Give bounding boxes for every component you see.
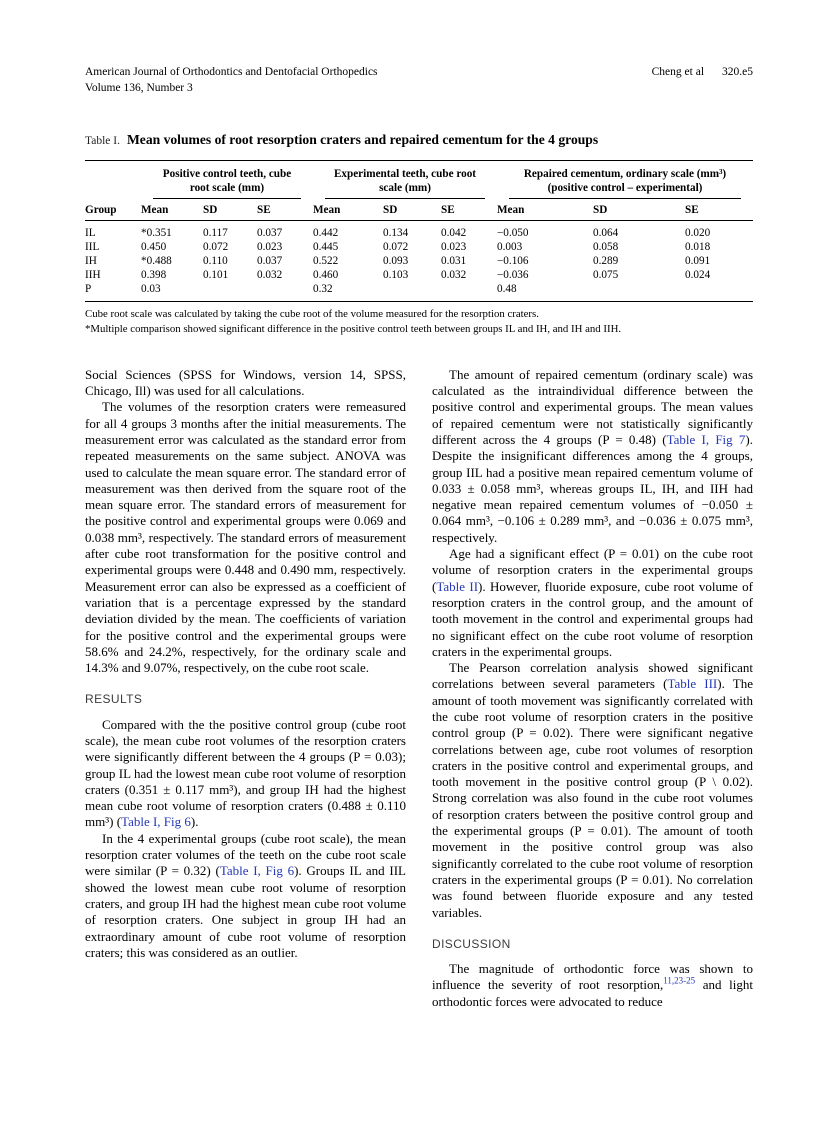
link-table-2[interactable]: Table II (436, 578, 479, 594)
table-cell: −0.106 (497, 254, 529, 267)
table-cell (685, 282, 753, 302)
left-column (85, 367, 406, 1010)
table-title: Mean volumes of root resorption craters and repaired cementum for the 4 groups (126, 132, 599, 148)
table-cell: 0.023 (257, 240, 283, 253)
table-row (85, 254, 753, 268)
col-header-se: SE (257, 199, 313, 221)
row-group-label: IIH (85, 268, 101, 281)
table-footnote-asterisk: *Multiple comparison showed significant difference in the positive control teeth between groups IL and IH, and IH and IIH. (85, 322, 622, 335)
table-footnote: Cube root scale was calculated by taking the cube root of the volume measured for the resorption craters. (85, 307, 539, 320)
row-group-label: IIL (85, 240, 100, 253)
text-run: ). (190, 814, 199, 830)
table-1 (85, 160, 753, 302)
table-cell (593, 282, 685, 302)
col-header-sd: SD (203, 199, 257, 221)
table-cell: −0.036 (497, 268, 529, 281)
table-cell: 0.460 (313, 268, 339, 281)
right-column (432, 367, 753, 1010)
table-label: Table I. (85, 135, 120, 148)
table-cell: 0.450 (141, 240, 167, 253)
colgroup-spacer (85, 160, 141, 199)
table-cell: 0.110 (203, 254, 228, 267)
table-cell: 0.289 (593, 254, 619, 267)
text-run: The Pearson correlation analysis showed significant correlations between several parameters ( (432, 660, 753, 692)
col-header-se: SE (441, 199, 497, 221)
table-cell: 0.117 (203, 226, 228, 239)
link-table-1-fig-6[interactable]: Table I, Fig 6 (121, 814, 191, 830)
text-run: In the 4 experimental groups (cube root scale), the mean resorption crater volumes of the teeth on the cube root scale were similar (P = 0.32) ( (85, 830, 406, 879)
volume-issue: Volume 136, Number 3 (85, 82, 193, 95)
text-run: ). Groups IL and IIL showed the lowest mean cube root volume of resorption craters, and group IH had the highest mean cube root volume of resorption craters. One subject in group IH had an extraordinary amount of cube root volume of resorption craters; this was considered as an outlier. (85, 863, 407, 960)
table-row (85, 282, 753, 302)
col-header-mean: Mean (141, 199, 203, 221)
col-header-mean: Mean (497, 199, 593, 221)
text-run: ). Despite the insignificant differences among the 4 groups, group IIL had a positive mean repaired cementum volume of 0.033 ± 0.058 mm³, whereas groups IL, IH, and IIH had negative mean repaired cementum volumes of −0.050 ± 0.064 mm³, −0.106 ± 0.289 mm³, and −0.036 ± 0.075 mm³, respectively. (432, 431, 753, 545)
paragraph (85, 717, 406, 831)
paragraph (432, 546, 753, 660)
colgroup-repaired-cementum: Repaired cementum, ordinary scale (mm³) (positive control – experimental) (497, 160, 753, 199)
running-head-left (85, 64, 378, 96)
link-table-1-fig-6[interactable]: Table I, Fig 6 (219, 863, 295, 879)
table-cell: *0.351 (141, 226, 172, 239)
table-caption (85, 130, 753, 151)
link-reference-11-23-25[interactable]: 11,23-25 (663, 976, 696, 987)
section-heading-discussion: DISCUSSION (432, 936, 511, 951)
table-row (85, 220, 753, 240)
text-run: The magnitude of orthodontic force was shown to influence the severity of root resorption, (432, 961, 753, 993)
colgroup-positive-control: Positive control teeth, cube root scale (mm) (141, 160, 313, 199)
row-group-label: IL (85, 226, 96, 239)
table-row (85, 268, 753, 282)
table-cell: 0.075 (593, 268, 619, 281)
journal-title: American Journal of Orthodontics and Dentofacial Orthopedics (85, 66, 378, 78)
text-run: Compared with the the positive control group (cube root scale), the mean cube root volumes of the resorption craters were significantly different between the 4 groups (P = 0.03); group IL had the lowest mean cube root volume of resorption craters (0.351 ± 0.117 mm³), and group IH had the highest mean cube root volume of resorption craters (0.488 ± 0.110 mm³) ( (85, 716, 406, 830)
link-table-1-fig-7[interactable]: Table I, Fig 7 (666, 431, 746, 447)
table-cell: 0.042 (441, 226, 467, 239)
table-cell: 0.072 (203, 240, 229, 253)
running-head-right (652, 64, 753, 80)
paragraph (85, 367, 406, 400)
table-colgroup-row (85, 160, 753, 199)
table-cell: 0.024 (685, 268, 711, 281)
col-header-sd: SD (593, 199, 685, 221)
text-run: ). However, fluoride exposure, cube root volume of resorption craters in the control group, and the amount of tooth movement in the control and experimental groups had no significant effect on the cube root volume of resorption craters in the experimental groups. (432, 578, 753, 659)
table-cell: 0.398 (141, 268, 167, 281)
paragraph (85, 399, 406, 676)
table-1-block (85, 130, 753, 337)
table-cell: 0.037 (257, 254, 283, 267)
table-cell: 0.031 (441, 254, 467, 267)
row-group-label: P (85, 282, 141, 302)
table-cell: 0.064 (593, 226, 619, 239)
table-footnotes (85, 307, 753, 337)
table-cell (383, 282, 441, 302)
row-group-label: IH (85, 254, 97, 267)
text-run: Social Sciences (SPSS for Windows, version 14, SPSS, Chicago, Ill) was used for all calculations. (85, 366, 406, 399)
table-cell: 0.134 (383, 226, 409, 239)
col-header-mean: Mean (313, 199, 383, 221)
table-row (85, 240, 753, 254)
table-cell: 0.522 (313, 254, 339, 267)
table-cell (203, 282, 257, 302)
table-cell: 0.48 (497, 282, 593, 302)
table-cell: 0.091 (685, 254, 711, 267)
paragraph (432, 660, 753, 921)
text-run: The amount of repaired cementum (ordinary scale) was calculated as the intraindividual difference between the positive control and experimental groups. The mean values of repaired cementum were not statistically significantly different across the 4 groups (P = 0.48) ( (432, 366, 753, 447)
table-cell: −0.050 (497, 226, 529, 239)
table-cell: *0.488 (141, 254, 172, 267)
article-body (85, 367, 753, 1010)
col-header-group: Group (85, 199, 141, 221)
table-cell: 0.037 (257, 226, 283, 239)
paragraph (432, 367, 753, 546)
text-run: ). The amount of tooth movement was significantly correlated with the cube root volume of resorption craters in the positive control group (P = 0.02). There were significant negative correlations between age, cube root volumes of resorption craters in the positive control and experimental groups, and tooth movement in the positive control group (P \ 0.02). Strong correlation was also found in the cube root volumes of resorption craters between the positive control group and the experimental groups (P = 0.01). The amount of tooth movement in the positive control group was also significantly correlated to the cube root volume of resorption craters in the experimental groups (P = 0.01). No correlation was found between fluoride exposure and any tested variables. (432, 676, 753, 920)
table-cell: 0.032 (257, 268, 283, 281)
col-header-sd: SD (383, 199, 441, 221)
table-cell (257, 282, 313, 302)
paragraph (432, 961, 753, 1010)
table-cell: 0.445 (313, 240, 339, 253)
table-cell: 0.442 (313, 226, 339, 239)
authors-citation: Cheng et al (651, 66, 705, 78)
table-subheader-row (85, 199, 753, 221)
text-run: Age had a significant effect (P = 0.01) on the cube root volume of resorption craters in the experimental groups ( (432, 546, 753, 594)
colgroup-experimental: Experimental teeth, cube root scale (mm) (313, 160, 497, 199)
section-heading-results: RESULTS (85, 692, 143, 707)
table-cell: 0.058 (593, 240, 619, 253)
text-run: and light orthodontic forces were advocated to reduce (432, 977, 753, 1009)
table-cell: 0.032 (441, 268, 467, 281)
table-cell: 0.023 (441, 240, 467, 253)
link-table-3[interactable]: Table III (667, 676, 718, 692)
table-cell: 0.103 (383, 268, 409, 281)
table-cell: 0.072 (383, 240, 409, 253)
table-cell: 0.101 (203, 268, 229, 281)
page-number: 320.e5 (722, 66, 753, 78)
table-cell: 0.093 (383, 254, 409, 267)
table-cell: 0.32 (313, 282, 383, 302)
table-cell: 0.020 (685, 226, 711, 239)
running-head (85, 64, 753, 96)
table-cell: 0.018 (685, 240, 711, 253)
paragraph (85, 831, 406, 961)
col-header-se: SE (685, 199, 753, 221)
table-cell (441, 282, 497, 302)
table-cell: 0.003 (497, 240, 523, 253)
text-run: The volumes of the resorption craters were remeasured for all 4 groups 3 months after the initial measurements. The measurement error was calculated as the standard error from repeated measurements on the same subject. ANOVA was used to calculate the mean square error. The standard error of measurement was then derived from the square root of the mean square error. The standard errors of measurement for the positive control and experimental groups were 0.069 and 0.038 mm³, respectively. The standard errors of measurement after cube root transformation for the positive control and experimental groups were 0.448 and 0.490 mm, respectively. Measurement error can also be expressed as a coefficient of variation that is a percentage expressed by the standard deviation divided by the mean. The coefficients of variation for the positive control and the experimental groups were 58.6% and 24.2%, respectively, for the ordinary scale and 14.3% and 9.07%, respectively, on the cube root scale. (85, 399, 406, 676)
table-cell: 0.03 (141, 282, 203, 302)
